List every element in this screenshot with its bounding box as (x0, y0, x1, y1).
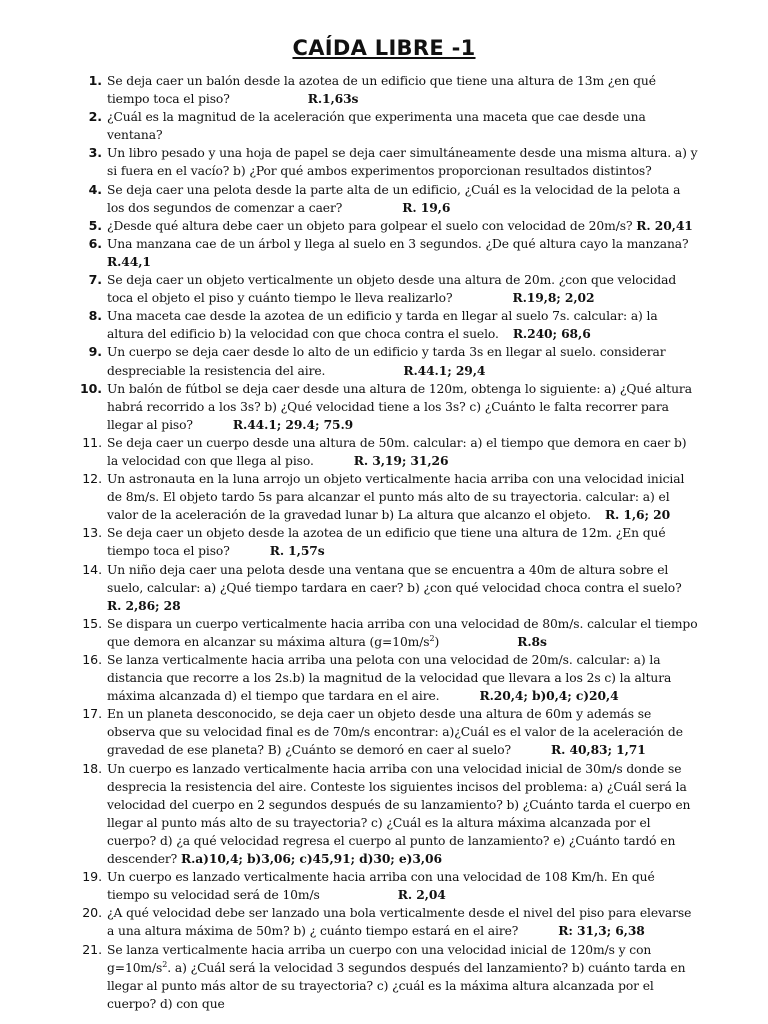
problem-answer: R. 2,86; 28 (107, 597, 181, 613)
problem-number: 14. (82, 561, 102, 577)
problem-answer: R. 40,83; 1,71 (551, 742, 646, 758)
problem-number: 2. (88, 109, 102, 125)
problem-item (0, 615, 768, 651)
problem-number: 8. (88, 308, 102, 324)
problem-text: Se lanza verticalmente hacia arriba una pelota con una velocidad de 20m/s. calcular: a) la distancia que recorre a los 2s.b) la magnitud de la velocidad que llevara a los 2s c) la altura máxima alcanzada d) el tiempo que tardara en el aire. (107, 653, 672, 704)
problem-item (0, 235, 768, 271)
problem-text: Un cuerpo es lanzado verticalmente hacia arriba con una velocidad de 108 Km/h. En qué tiempo su velocidad será de 10m/s (107, 870, 655, 903)
problem-item (0, 941, 768, 1013)
problem-text: Se dispara un cuerpo verticalmente hacia arriba con una velocidad de 80m/s. calcular el tiempo que demora en alcanzar su máxima altura (g=10m/s (107, 616, 698, 649)
problem-number: 11. (82, 434, 102, 450)
problem-item (0, 524, 768, 560)
problem-answer: R.1,63s (307, 91, 359, 107)
problem-number: 6. (88, 235, 102, 251)
problem-item (0, 108, 768, 144)
problem-answer: R. 19,6 (402, 199, 451, 215)
problem-number: 9. (88, 344, 102, 360)
problem-number: 13. (82, 525, 102, 541)
problem-answer: R. 3,19; 31,26 (353, 452, 449, 468)
page-title: CAÍDA LIBRE -1 (292, 36, 476, 60)
problem-text: Una manzana cae de un árbol y llega al suelo en 3 segundos. ¿De qué altura cayo la manzana? (107, 236, 689, 251)
problem-item (0, 434, 768, 470)
superscript: 2 (429, 633, 435, 643)
problem-item (0, 705, 768, 759)
problem-text: Un libro pesado y una hoja de papel se deja caer simultáneamente desde una misma altura. a) y si fuera en el vacío? b) ¿Por qué ambos experimentos proporcionan resultados distintos? (107, 146, 698, 179)
problem-number: 3. (88, 145, 102, 161)
problem-text: Un astronauta en la luna arrojo un objeto verticalmente hacia arriba con una velocidad inicial de 8m/s. El objeto tardo 5s para alcanzar el punto más alto de su trayectoria. calcular: a) el valor de la aceleración de la gravedad lunar b) La altura que alcanzo el objeto. (107, 472, 685, 523)
problem-list (0, 72, 768, 1013)
problem-answer: R.44,1 (107, 253, 151, 269)
problem-item (0, 380, 768, 434)
problem-number: 18. (82, 760, 102, 776)
problem-number: 5. (88, 217, 102, 233)
problem-item (0, 904, 768, 940)
problem-answer: R.8s (517, 633, 547, 649)
problem-item (0, 307, 768, 343)
problem-item (0, 868, 768, 904)
problem-text: Un cuerpo es lanzado verticalmente hacia arriba con una velocidad inicial de 30m/s donde se desprecia la resistencia del aire. Conteste los siguientes incisos del problema: a) ¿Cuál será la velocidad del cuerpo en 2 segundos después de su lanzamiento? b) ¿Cuánto tarda el cuerpo en llegar al punto más alto de su trayectoria? c) ¿Cuál es la altura máxima alcanzada por el cuerpo? d) ¿a qué velocidad regresa el cuerpo al punto de lanzamiento? e) ¿Cuánto tardó en descender? (107, 761, 691, 867)
problem-text: Se deja caer un objeto verticalmente un objeto desde una altura de 20m. ¿con que velocidad toca el objeto el piso y cuánto tiempo le lleva realizarlo? (107, 273, 677, 306)
problem-number: 15. (82, 615, 102, 631)
problem-answer: R.19,8; 2,02 (512, 290, 595, 306)
problem-text: Un cuerpo se deja caer desde lo alto de un edificio y tarda 3s en llegar al suelo. considerar despreciable la resistencia del aire. (107, 345, 666, 378)
problem-item (0, 760, 768, 869)
problem-text: En un planeta desconocido, se deja caer un objeto desde una altura de 60m y además se observa que su velocidad final es de 70m/s encontrar: a)¿Cuál es el valor de la aceleración de gravedad de ese planeta? B) ¿Cuánto se demoró en caer al suelo? (107, 707, 683, 758)
problem-text: Se deja caer una pelota desde la parte alta de un edificio, ¿Cuál es la velocidad de la pelota a los dos segundos de comenzar a caer? (107, 182, 681, 215)
problem-answer: R.44.1; 29.4; 75.9 (232, 416, 354, 432)
problem-text: Un niño deja caer una pelota desde una ventana que se encuentra a 40m de altura sobre el suelo, calcular: a) ¿Qué tiempo tardara en caer? b) ¿con qué velocidad choca contra el suelo? (107, 562, 682, 595)
problem-answer: R. 2,04 (397, 887, 446, 903)
problem-number: 17. (82, 706, 102, 722)
problem-answer: R.240; 68,6 (512, 326, 591, 342)
problem-item (0, 470, 768, 524)
superscript: 2 (162, 959, 168, 969)
problem-number: 12. (82, 471, 102, 487)
problem-text: Un balón de fútbol se deja caer desde una altura de 120m, obtenga lo siguiente: a) ¿Qué altura habrá recorrido a los 3s? b) ¿Qué velocidad tiene a los 3s? c) ¿Cuánto le falta recorrer para llegar al piso? (107, 381, 692, 432)
problem-text-tail: ) (434, 634, 440, 649)
problem-answer: R. 20,41 (636, 217, 693, 233)
problem-answer: R.a)10,4; b)3,06; c)45,91; d)30; e)3,06 (180, 851, 442, 867)
problem-answer: R.20,4; b)0,4; c)20,4 (479, 688, 619, 704)
problem-text: Se lanza verticalmente hacia arriba un cuerpo con una velocidad inicial de 120m/s y con g=10m/s (107, 942, 652, 975)
problem-item (0, 561, 768, 615)
problem-number: 19. (82, 869, 102, 885)
problem-item (0, 271, 768, 307)
problem-answer: R. 1,57s (269, 543, 325, 559)
problem-number: 1. (88, 73, 102, 88)
problem-number: 10. (79, 380, 102, 396)
problem-item (0, 343, 768, 379)
problem-text: ¿A qué velocidad debe ser lanzado una bola verticalmente desde el nivel del piso para elevarse a una altura máxima de 50m? b) ¿ cuánto tiempo estará en el aire? (107, 906, 692, 939)
problem-item (0, 144, 768, 180)
problem-number: 7. (88, 272, 102, 288)
problem-text: Una maceta cae desde la azotea de un edificio y tarda en llegar al suelo 7s. calcular: a) la altura del edificio b) la velocidad con que choca contra el suelo. (107, 309, 658, 342)
problem-text: Se deja caer un objeto desde la azotea de un edificio que tiene una altura de 12m. ¿En qué tiempo toca el piso? (107, 526, 666, 559)
problem-item (0, 181, 768, 217)
problem-text: ¿Cuál es la magnitud de la aceleración que experimenta una maceta que cae desde una ventana? (107, 110, 646, 143)
problem-number: 21. (82, 941, 102, 957)
problem-number: 4. (88, 181, 102, 197)
problem-item (0, 217, 768, 235)
problem-text: Se deja caer un balón desde la azotea de un edificio que tiene una altura de 13m ¿en qué tiempo toca el piso? (107, 74, 656, 107)
problem-answer: R. 1,6; 20 (604, 507, 671, 523)
problem-item (0, 651, 768, 705)
problem-answer: R: 31,3; 6,38 (558, 923, 645, 939)
problem-text-tail: . a) ¿Cuál será la velocidad 3 segundos después del lanzamiento? b) cuánto tarda en llegar al punto más altor de su trayectoria? c) ¿cuál es la máxima altura alcanzada por el cuerpo? d) con que (107, 960, 686, 1011)
problem-answer: R.44.1; 29,4 (403, 362, 486, 378)
problem-text: Se deja caer un cuerpo desde una altura de 50m. calcular: a) el tiempo que demora en caer b) la velocidad con que llega al piso. (107, 435, 687, 468)
problem-item (0, 72, 768, 108)
problem-text: ¿Desde qué altura debe caer un objeto para golpear el suelo con velocidad de 20m/s? (107, 218, 633, 233)
problem-number: 20. (82, 905, 102, 921)
problem-number: 16. (82, 652, 102, 667)
